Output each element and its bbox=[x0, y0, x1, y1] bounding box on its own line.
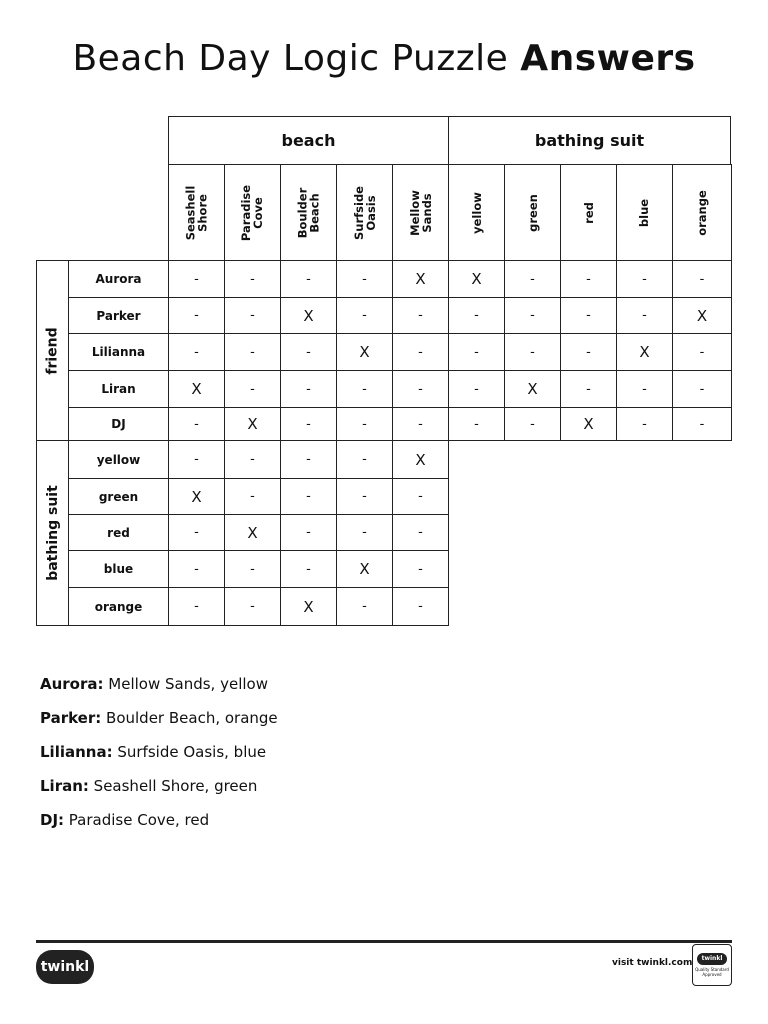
grid-cell-text: - bbox=[586, 271, 591, 287]
answer-name: Parker: bbox=[40, 709, 102, 727]
grid-cell bbox=[280, 407, 337, 441]
col-head-beach-text: Mellow Sands bbox=[407, 189, 434, 236]
grid-cell-text: - bbox=[194, 525, 199, 540]
badge-text: Quality Standard Approved bbox=[695, 967, 729, 977]
grid-cell bbox=[336, 478, 393, 515]
grid-cell-text: - bbox=[194, 271, 199, 287]
grid-cell bbox=[336, 514, 393, 551]
grid-cell bbox=[672, 297, 732, 334]
answer-list bbox=[40, 672, 278, 842]
grid-cell-text: X bbox=[247, 415, 258, 433]
grid-cell bbox=[504, 370, 561, 408]
row-head-suit-text: blue bbox=[103, 562, 134, 576]
grid-cell-text: - bbox=[250, 271, 255, 287]
grid-cell bbox=[504, 333, 561, 371]
row-head-friend-text: Parker bbox=[96, 308, 141, 323]
grid-cell-text: X bbox=[359, 560, 370, 578]
grid-cell-text: - bbox=[418, 525, 423, 540]
row-head-friend bbox=[68, 260, 169, 298]
grid-cell-text: X bbox=[359, 343, 370, 361]
grid-cell bbox=[280, 297, 337, 334]
grid-cell-text: X bbox=[303, 306, 314, 325]
grid-cell-text: - bbox=[194, 599, 199, 614]
grid-cell-text: - bbox=[530, 416, 535, 432]
grid-cell-text: X bbox=[583, 415, 594, 433]
grid-cell-text: - bbox=[362, 599, 367, 614]
grid-cell bbox=[672, 260, 732, 298]
row-head-suit bbox=[68, 587, 169, 626]
grid-cell-text: - bbox=[306, 561, 311, 577]
grid-cell bbox=[168, 550, 225, 588]
grid-cell bbox=[560, 370, 617, 408]
grid-cell-text: - bbox=[418, 381, 423, 397]
quality-badge-icon bbox=[692, 944, 732, 986]
grid-cell-text: - bbox=[474, 416, 479, 432]
col-head-beach bbox=[280, 164, 337, 261]
grid-cell bbox=[280, 440, 337, 479]
grid-cell bbox=[392, 370, 449, 408]
group-header-beach bbox=[168, 116, 449, 165]
grid-cell bbox=[280, 478, 337, 515]
grid-cell bbox=[336, 333, 393, 371]
grid-cell-text: - bbox=[586, 308, 591, 323]
col-head-beach-text: Boulder Beach bbox=[295, 187, 322, 238]
answer-line bbox=[40, 740, 278, 774]
grid-cell bbox=[448, 407, 505, 441]
grid-cell bbox=[392, 478, 449, 515]
col-head-suit-text: green bbox=[525, 193, 540, 232]
grid-cell-text: - bbox=[530, 308, 535, 323]
grid-cell bbox=[616, 297, 673, 334]
grid-cell bbox=[168, 514, 225, 551]
grid-cell-text: - bbox=[250, 452, 255, 467]
grid-cell bbox=[616, 260, 673, 298]
grid-cell bbox=[392, 333, 449, 371]
grid-cell-text: - bbox=[530, 271, 535, 287]
row-head-suit-text: orange bbox=[94, 599, 143, 614]
grid-cell bbox=[336, 587, 393, 626]
grid-cell bbox=[504, 407, 561, 441]
row-head-friend bbox=[68, 407, 169, 441]
row-head-friend bbox=[68, 297, 169, 334]
grid-cell-text: - bbox=[194, 308, 199, 323]
side-label-friend bbox=[36, 260, 69, 441]
grid-cell bbox=[224, 370, 281, 408]
grid-cell bbox=[224, 550, 281, 588]
grid-cell bbox=[560, 297, 617, 334]
grid-cell bbox=[392, 440, 449, 479]
grid-cell-text: X bbox=[415, 270, 426, 288]
col-head-suit bbox=[616, 164, 673, 261]
col-head-beach bbox=[168, 164, 225, 261]
grid-cell-text: - bbox=[362, 452, 367, 467]
grid-cell bbox=[448, 370, 505, 408]
grid-cell-text: X bbox=[639, 343, 650, 361]
grid-cell bbox=[168, 333, 225, 371]
grid-cell bbox=[224, 478, 281, 515]
side-label-friend-text: friend bbox=[44, 326, 61, 375]
grid-cell-text: - bbox=[362, 381, 367, 397]
answer-name: Lilianna: bbox=[40, 743, 113, 761]
grid-cell bbox=[560, 260, 617, 298]
grid-cell-text: - bbox=[699, 416, 705, 432]
grid-cell bbox=[280, 260, 337, 298]
grid-cell bbox=[448, 297, 505, 334]
grid-cell-text: - bbox=[362, 271, 367, 287]
grid-cell-text: - bbox=[306, 344, 311, 360]
row-head-friend-text: Lilianna bbox=[91, 345, 146, 359]
grid-cell-text: - bbox=[418, 599, 423, 614]
grid-cell bbox=[672, 333, 732, 371]
col-head-beach-text: Surfside Oasis bbox=[351, 185, 378, 240]
grid-cell-text: X bbox=[191, 487, 202, 506]
col-head-suit-text: orange bbox=[695, 189, 709, 236]
grid-cell bbox=[560, 407, 617, 441]
grid-cell-text: - bbox=[306, 452, 311, 467]
grid-cell-text: X bbox=[247, 523, 258, 542]
grid-cell bbox=[224, 333, 281, 371]
grid-cell bbox=[168, 407, 225, 441]
answer-line bbox=[40, 808, 278, 842]
grid-cell bbox=[224, 260, 281, 298]
answer-value: Mellow Sands, yellow bbox=[103, 675, 268, 693]
grid-cell bbox=[224, 407, 281, 441]
grid-cell bbox=[392, 407, 449, 441]
grid-cell bbox=[280, 587, 337, 626]
answer-value: Boulder Beach, orange bbox=[101, 709, 278, 727]
grid-cell-text: X bbox=[303, 597, 314, 616]
answer-value: Surfside Oasis, blue bbox=[112, 743, 267, 761]
grid-cell bbox=[224, 587, 281, 626]
grid-cell bbox=[280, 333, 337, 371]
grid-cell bbox=[504, 260, 561, 298]
row-head-suit-text: red bbox=[107, 525, 130, 540]
badge-logo: twinkl bbox=[697, 953, 727, 965]
grid-cell bbox=[224, 440, 281, 479]
grid-cell-text: - bbox=[306, 525, 311, 540]
grid-cell bbox=[224, 514, 281, 551]
grid-cell-text: - bbox=[418, 308, 423, 323]
grid-cell bbox=[392, 514, 449, 551]
grid-cell-text: - bbox=[530, 344, 535, 360]
grid-cell bbox=[336, 440, 393, 479]
group-header-bathing-suit bbox=[448, 116, 731, 165]
grid-cell-text: - bbox=[362, 308, 367, 323]
title-bold: Answers bbox=[520, 38, 696, 79]
grid-cell bbox=[560, 333, 617, 371]
grid-cell-text: X bbox=[696, 306, 708, 325]
grid-cell-text: - bbox=[362, 525, 367, 540]
grid-cell-text: - bbox=[642, 308, 647, 323]
answer-value: Paradise Cove, red bbox=[64, 811, 210, 829]
answer-line bbox=[40, 672, 278, 706]
grid-cell bbox=[168, 370, 225, 408]
grid-cell-text: - bbox=[362, 416, 367, 432]
grid-cell bbox=[336, 370, 393, 408]
grid-cell-text: - bbox=[418, 489, 423, 504]
col-head-beach bbox=[224, 164, 281, 261]
side-label-bathing-suit bbox=[36, 440, 69, 626]
grid-cell-text: - bbox=[474, 308, 479, 323]
grid-cell bbox=[448, 333, 505, 371]
group-header-beach-text: beach bbox=[281, 131, 336, 150]
grid-cell bbox=[392, 260, 449, 298]
footer-divider bbox=[36, 940, 732, 943]
col-head-suit bbox=[448, 164, 505, 261]
grid-cell bbox=[616, 370, 673, 408]
title-main: Beach Day Logic Puzzle bbox=[72, 38, 509, 79]
answer-name: Liran: bbox=[40, 777, 89, 795]
row-head-suit bbox=[68, 514, 169, 551]
grid-cell bbox=[392, 550, 449, 588]
grid-cell-text: X bbox=[527, 380, 538, 398]
row-head-friend-text: DJ bbox=[111, 417, 126, 431]
grid-cell-text: - bbox=[642, 416, 647, 432]
col-head-beach bbox=[336, 164, 393, 261]
grid-cell-text: - bbox=[306, 271, 311, 287]
answer-value: Seashell Shore, green bbox=[88, 777, 258, 795]
grid-cell bbox=[336, 407, 393, 441]
grid-cell bbox=[616, 407, 673, 441]
side-label-bathing-suit-text: bathing suit bbox=[44, 485, 61, 581]
col-head-suit bbox=[672, 164, 732, 261]
row-head-suit-text: green bbox=[98, 489, 139, 504]
grid-cell bbox=[336, 550, 393, 588]
grid-cell-text: - bbox=[642, 271, 647, 287]
col-head-beach-text: Seashell Shore bbox=[183, 185, 210, 240]
answer-line bbox=[40, 774, 278, 808]
grid-cell-text: - bbox=[642, 381, 647, 397]
grid-cell-text: - bbox=[362, 489, 367, 504]
grid-cell bbox=[392, 297, 449, 334]
grid-cell-text: X bbox=[191, 380, 202, 398]
grid-cell-text: - bbox=[699, 271, 705, 287]
grid-cell-text: - bbox=[250, 344, 255, 360]
col-head-beach-text: Paradise Cove bbox=[239, 184, 266, 241]
grid-cell bbox=[224, 297, 281, 334]
grid-cell-text: - bbox=[418, 561, 423, 577]
answer-name: Aurora: bbox=[40, 675, 104, 693]
col-head-suit bbox=[560, 164, 617, 261]
grid-cell-text: - bbox=[699, 381, 705, 397]
grid-cell bbox=[168, 587, 225, 626]
grid-cell bbox=[616, 333, 673, 371]
row-head-friend bbox=[68, 370, 169, 408]
grid-cell bbox=[504, 297, 561, 334]
grid-cell bbox=[672, 370, 732, 408]
grid-cell bbox=[168, 440, 225, 479]
grid-cell bbox=[672, 407, 732, 441]
grid-cell bbox=[280, 550, 337, 588]
col-head-suit-text: blue bbox=[637, 198, 652, 227]
grid-cell-text: - bbox=[699, 344, 705, 360]
grid-cell-text: X bbox=[471, 270, 482, 288]
grid-cell-text: - bbox=[194, 416, 199, 432]
col-head-beach bbox=[392, 164, 449, 261]
grid-cell-text: - bbox=[250, 308, 255, 323]
grid-cell bbox=[336, 297, 393, 334]
row-head-suit bbox=[68, 478, 169, 515]
twinkl-logo: twinkl bbox=[36, 950, 94, 984]
grid-cell-text: - bbox=[194, 344, 199, 360]
grid-cell-text: - bbox=[586, 381, 591, 397]
grid-cell-text: - bbox=[194, 561, 199, 577]
grid-cell bbox=[280, 514, 337, 551]
answer-line bbox=[40, 706, 278, 740]
grid-cell bbox=[392, 587, 449, 626]
grid-cell bbox=[336, 260, 393, 298]
grid-cell-text: - bbox=[306, 381, 311, 397]
grid-cell-text: - bbox=[250, 489, 255, 504]
grid-cell-text: - bbox=[194, 452, 199, 467]
grid-cell-text: - bbox=[250, 599, 255, 614]
grid-cell-text: - bbox=[306, 489, 311, 504]
row-head-friend-text: Liran bbox=[101, 382, 136, 396]
grid-cell bbox=[280, 370, 337, 408]
grid-cell-text: X bbox=[415, 450, 426, 469]
row-head-friend bbox=[68, 333, 169, 371]
grid-cell-text: - bbox=[586, 344, 591, 360]
grid-cell bbox=[168, 478, 225, 515]
grid-cell bbox=[168, 260, 225, 298]
row-head-suit-text: yellow bbox=[96, 452, 141, 467]
grid-cell bbox=[448, 260, 505, 298]
grid-cell-text: - bbox=[474, 344, 479, 360]
grid-cell-text: - bbox=[250, 381, 255, 397]
visit-link[interactable]: visit twinkl.com bbox=[612, 958, 693, 968]
col-head-suit bbox=[504, 164, 561, 261]
grid-cell-text: - bbox=[250, 561, 255, 577]
grid-cell-text: - bbox=[418, 416, 423, 432]
row-head-suit bbox=[68, 440, 169, 479]
row-head-suit bbox=[68, 550, 169, 588]
grid-cell bbox=[168, 297, 225, 334]
row-head-friend-text: Aurora bbox=[95, 272, 142, 286]
col-head-suit-text: red bbox=[581, 201, 596, 224]
grid-cell-text: - bbox=[306, 416, 311, 432]
grid-cell-text: - bbox=[474, 381, 479, 397]
col-head-suit-text: yellow bbox=[469, 191, 484, 234]
group-header-bathing-suit-text: bathing suit bbox=[534, 131, 645, 150]
grid-cell-text: - bbox=[418, 344, 423, 360]
answer-name: DJ: bbox=[40, 811, 65, 829]
